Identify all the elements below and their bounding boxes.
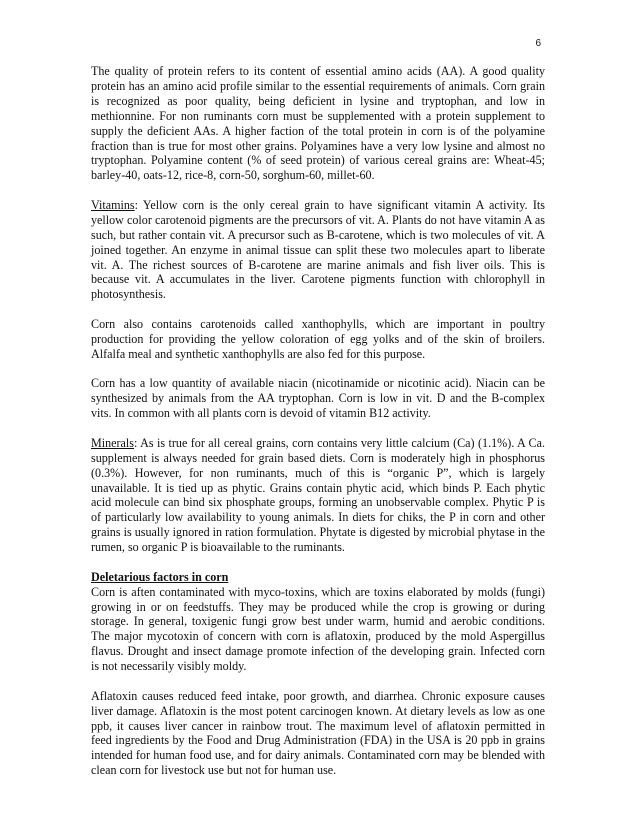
- minerals-text: : As is true for all cereal grains, corn contains very little calcium (Ca) (1.1%). A Ca. supplement is always needed for grain based diets. Corn is moderately high in phosphorus (0.3%). However, for non ruminants, much of this is “organic P”, which is largely unavailable. It is tied up as phytic. Grains contain phytic acid, which binds P. Each phytic acid molecule can bind six phosphate groups, forming an unobservable complex. Phytic P is of particularly low availability to young animals. In diets for chiks, the P in corn and other grains is usually ignored in ration formulation. Phytate is digested by microbial phytase in the rumen, so organic P is bioavailable to the ruminants.: [91, 435, 545, 555]
- paragraph-protein-quality: The quality of protein refers to its content of essential amino acids (AA). A good quality protein has an amino acid profile similar to the essential requirements of animals. Corn grain is recognized as poor quality, being deficient in lysine and tryptophan, and low in methionnine. For non ruminants corn must be supplemented with a protein supplement to supply the deficient AAs. A higher faction of the total protein in corn is of the polyamine fraction than is true for most other grains. Polyamines have a very low lysine and almost no tryptophan. Polyamine content (% of seed protein) of various cereal grains are: Wheat-45; barley-40, oats-12, rice-8, corn-50, sorghum-60, millet-60.: [91, 64, 545, 183]
- paragraph-mycotoxins: Corn is aften contaminated with myco-toxins, which are toxins elaborated by molds (fungi) growing in or on feedstuffs. They may be produced while the crop is growing or during storage. In general, toxigenic fungi grow best under warm, humid and aerobic conditions. The major mycotoxin of concern with corn is aflatoxin, produced by the mold Aspergillus flavus. Drought and insect damage promote infection of the developing grain. Infected corn is not necessarily visibly moldy.: [91, 584, 545, 674]
- vitamins-text: : Yellow corn is the only cereal grain to have significant vitamin A activity. Its yellow color carotenoid pigments are the precursors of vit. A. Plants do not have vitamin A as such, but rather contain vit. A precursor such as B-carotene, which is two molecules of vit. A joined together. An enzyme in animal tissue can split these two molecules apart to liberate vit. A. The richest sources of B-carotene are marine animals and fish liver oils. This is because vit. A accumulates in the liver. Carotene pigments function with chlorophyll in photosynthesis.: [91, 197, 545, 302]
- paragraph-minerals: [91, 436, 545, 555]
- vitamins-heading: Vitamins: [91, 197, 135, 212]
- deleterious-factors-heading: Deletarious factors in corn: [91, 569, 229, 584]
- page-number: 6: [535, 38, 541, 49]
- page-content: [91, 64, 545, 778]
- minerals-heading: Minerals: [91, 435, 134, 450]
- paragraph-xanthophylls: Corn also contains carotenoids called xanthophylls, which are important in poultry production for providing the yellow coloration of egg yolks and of the skin of broilers. Alfalfa meal and synthetic xanthophylls are also fed for this purpose.: [91, 316, 545, 361]
- paragraph-niacin: Corn has a low quantity of available niacin (nicotinamide or nicotinic acid). Niacin can be synthesized by animals from the AA tryptophan. Corn is low in vit. D and the B-complex vits. In common with all plants corn is devoid of vitamin B12 activity.: [91, 376, 545, 421]
- paragraph-vitamins: [91, 198, 545, 302]
- paragraph-aflatoxin: Aflatoxin causes reduced feed intake, poor growth, and diarrhea. Chronic exposure causes liver damage. Aflatoxin is the most potent carcinogen known. At dietary levels as low as one ppb, it causes liver cancer in rainbow trout. The maximum level of aflatoxin permitted in feed ingredients by the Food and Drug Administration (FDA) in the USA is 20 ppb in grains intended for human food use, and for dairy animals. Contaminated corn may be blended with clean corn for livestock use but not for human use.: [91, 688, 545, 778]
